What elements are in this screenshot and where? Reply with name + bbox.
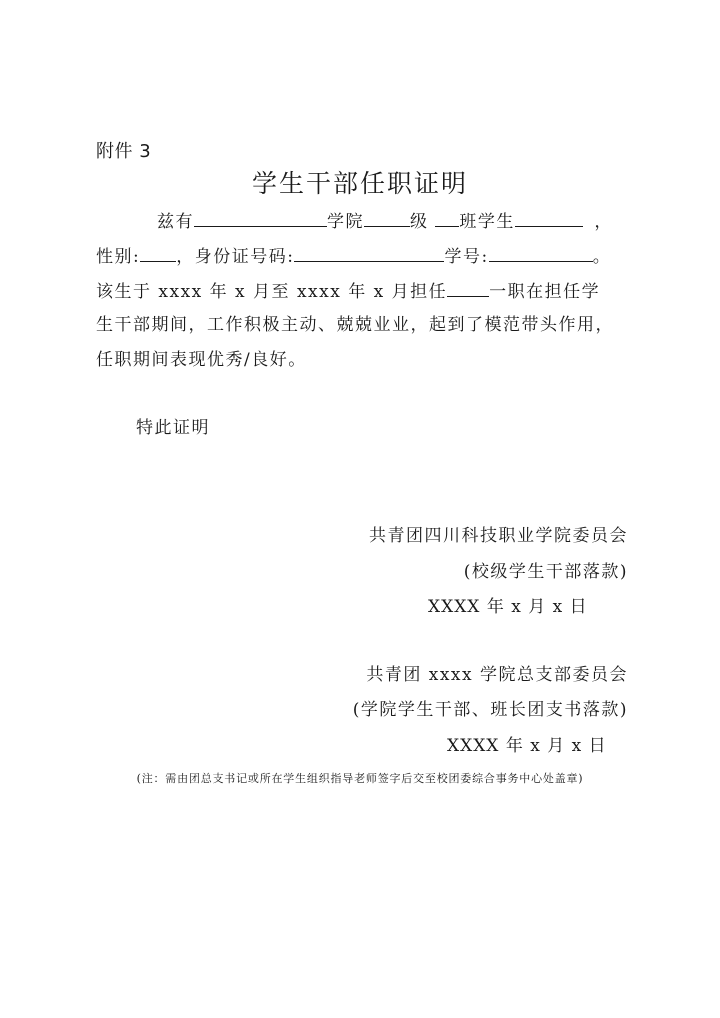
signature-org-1: 共青团四川科技职业学院委员会 (369, 526, 628, 546)
text-segment: 学号: (444, 247, 489, 267)
document-title: 学生干部任职证明 (251, 169, 468, 198)
text-segment: 该生于 xxxx 年 x 月至 xxxx 年 x 月担任 (96, 282, 448, 302)
class-blank (515, 209, 583, 227)
certify-text: 特此证明 (136, 418, 210, 438)
id-number-blank (294, 244, 444, 262)
body-line-5: 任职期间表现优秀/良好。 (96, 350, 307, 370)
text-segment: 。 (592, 247, 612, 267)
signature-date-1: XXXX 年 x 月 x 日 (428, 597, 588, 617)
text-segment: 级 (410, 212, 429, 232)
attachment-label: 附件 3 (96, 141, 152, 162)
text-segment: ， (594, 212, 613, 232)
body-line-2 (96, 244, 611, 268)
signature-date-2: XXXX 年 x 月 x 日 (447, 736, 607, 756)
student-id-blank (489, 244, 593, 262)
text-segment: 性别: (96, 247, 141, 267)
signature-sub-1: (校级学生干部落款) (463, 562, 628, 582)
position-blank (447, 279, 489, 297)
name-blank (194, 209, 327, 227)
body-line-4: 生干部期间，工作积极主动、兢兢业业，起到了模范带头作用， (96, 315, 614, 335)
college-blank (364, 209, 410, 227)
grade-blank (435, 209, 459, 227)
text-segment: 学院 (327, 212, 364, 232)
signature-sub-2: (学院学生干部、班长团支书落款) (352, 700, 628, 720)
text-segment: 班学生 (459, 212, 515, 232)
gender-blank (140, 244, 176, 262)
body-line-1 (157, 209, 613, 233)
text-segment: 兹有 (157, 212, 194, 232)
signature-org-2: 共青团 xxxx 学院总支部委员会 (366, 665, 628, 685)
text-segment: 一职在担任学 (489, 282, 601, 302)
footnote: (注：需由团总支书记或所在学生组织指导老师签字后交至校团委综合事务中心处盖章) (136, 772, 584, 785)
text-segment: ，身份证号码: (176, 247, 295, 267)
body-line-3 (96, 279, 600, 303)
